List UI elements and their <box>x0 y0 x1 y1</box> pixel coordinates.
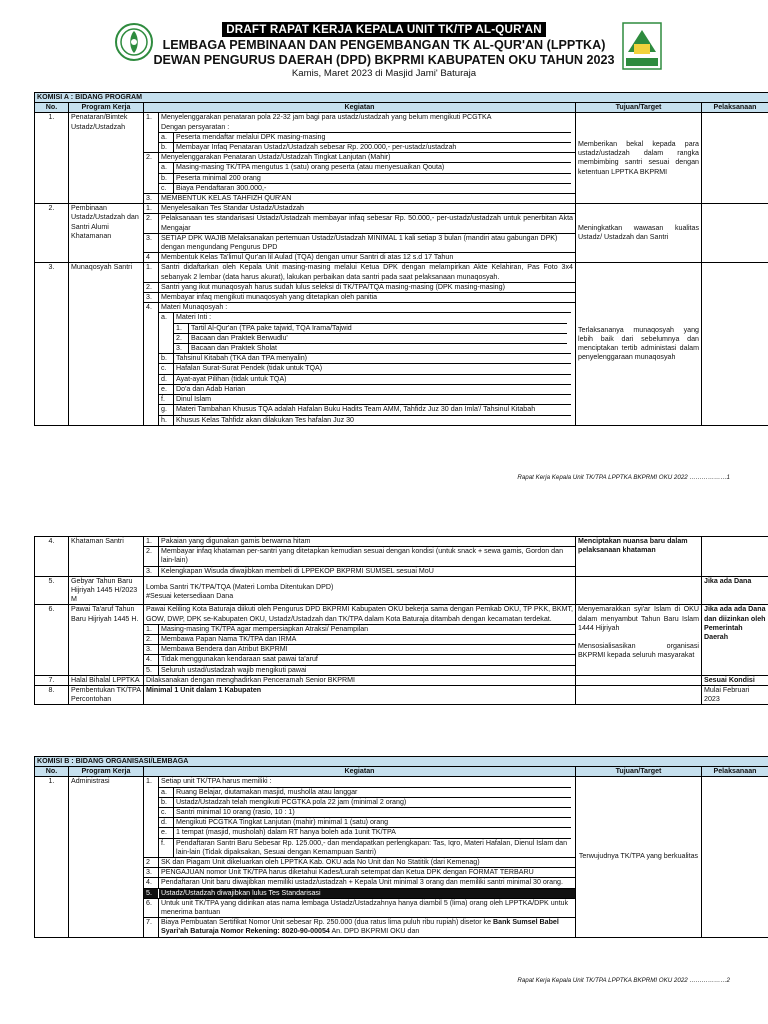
table-row: 2. Pembinaan Ustadz/Ustadzah dan Santri Alumi Khatamanan 1. Menyelesaikan Tes Standar Ustadz/Ustadzah 2. Pelaksanaan tes standarisasi Ustadz/Ustadzah membayar infaq sebesar Rp. 50.000,- per-ustadz/ustadzah untuk penerbitan Akta Mengajar 3. SETIAP DPK WAJIB Melaksanakan pertemuan Ustadz/Ustadzah MINIMAL 1 kali setiap 3 bulan (mandiri atau gabungan DPK) dengan mengundang Pengurus DPD 4 Membentuk Kelas Ta'limul Qur'an lil Aulad (TQA) dengan umur Santri di atas 12 s.d 17 Tahun Meningkatkan wawasan kualitas Ustadz/ Ustadzah dan Santri <box>35 204 768 263</box>
page-footer-1: Rapat Kerja Kepala Unit TK/TPA LPPTKA BKPRMI OKU 2022 ………………1 <box>517 474 730 481</box>
table-row: 1. Penataran/Bimtek Ustadz/Ustadzah 1. Menyelenggarakan penataran pola 22-32 jam bagi para ustadz/ustadzah yang belum mengikuti PCGTKA Dengan persyaratan : a. Peserta mendaftar melalui DPK masing-masing b. Membayar Infaq Penataran Ustadz/Ustadzah sebesar Rp. 200.000,- per-ustadz/ustadzah 2. Menyelenggarakan Penataran Ustadz/Ustadzah Tingkat Lanjutan (Mahir) a. Masing-masing TK/TPA mengutus 1 (satu) orang peserta (atau menyesuaikan Qouta) b. Peserta minimal 200 orang c. Biaya Pendaftaran 300.000,- 3. MEMBENTUK KELAS TAHFIZH QUR'AN Memberikan bekal kepada para ustadz/ustadzah dalam rangka membimbing santri sesuai dengan ketentuan LPPTKA BKPRMI <box>35 113 768 204</box>
table-row: 4. Khataman Santri 1. Pakaian yang digunakan gamis berwarna hitam 2. Membayar infaq khataman per-santri yang ditetapkan kemudian sesuai dengan kondisi (untuk snack + sewa gamis, Gordon dan lain-lain) 3. Kelengkapan Wisuda diwajibkan membeli di LPPEKOP BKPRMI SUMSEL sesuai MoU Menciptakan nuansa baru dalam pelaksanaan khataman <box>35 537 768 577</box>
table-row: 5. Gebyar Tahun Baru Hijriyah 1445 H/2023 M Lomba Santri TK/TPA/TQA (Materi Lomba Ditentukan DPD) #Sesuai ketersediaan Dana Jika ada Dana <box>35 576 768 605</box>
doc-subtitle-1: LEMBAGA PEMBINAAN DAN PENGEMBANGAN TK AL-QUR'AN (LPPTKA) <box>162 38 606 52</box>
col-pelaksanaan: Pelaksanaan <box>702 103 768 113</box>
col-tujuan: Tujuan/Target <box>576 103 702 113</box>
page-2 <box>0 500 768 1024</box>
col-program: Program Kerja <box>69 103 144 113</box>
table-row: 1. Administrasi 1. Setiap unit TK/TPA harus memiliki : a. Ruang Belajar, diutamakan masjid, musholla atau langgar b. Ustadz/Ustadzah telah mengikuti PCGTKA pola 22 jam (minimal 2 orang) c. Santri minimal 10 orang (rasio, 10 : 1) d. Mengikuti PCGTKA Tingkat Lanjutan (mahir) minimal 1 (satu) orang e. 1 tempat (masjid, musholah) dalam RT hanya boleh ada 1unit TK/TPA f. Pendaftaran Santri Baru Sebesar Rp. 125.000,- dan mendapatkan perlengkapan: Tas, Iqro, Materi Hafalan, Dienul Islam dan lain-lain (Tidak dipaksakan, Sesuai dengan Kemampuan Santri) 2 SK dan Piagam Unit dikeluarkan oleh LPPTKA Kab. OKU ada No Unit dan No Statitik (dari Kemenag) 3. PENGAJUAN nomor Unit TK/TPA harus diketahui Kades/Lurah setempat dan Ketua DPK dengan FORMAT TERBARU 4. Pendaftaran Unit baru diwajibkan memiliki ustadz/ustadzah + Kepala Unit minimal 3 orang dan memiliki santri minimal 30 orang. 5. Ustadz/Ustadzah diwajibkan lulus Tes Standarisasi 6. Untuk unit TK/TPA yang didirikan atas nama lembaga Ustadz/Ustadzahnya hanya diambil 5 (lima) orang oleh LPPTKA/DPK untuk menerima bantuan 7. Biaya Pembuatan Sertifikat Nomor Unit sebesar Rp. 250.000 (dua ratus lima puluh ribu rupiah) disetor ke Bank Sumsel Babel Syari'ah Baturaja Nomor Rekening: 8020-90-00054 An. DPD BKPRMI OKU dan Terwujudnya TK/TPA yang berkualitas <box>35 777 768 937</box>
komisi-a-table <box>34 92 768 426</box>
col-pelaksanaan: Pelaksanaan <box>702 767 768 777</box>
doc-title: DRAFT RAPAT KERJA KEPALA UNIT TK/TP AL-QUR'AN <box>222 22 546 37</box>
page-1 <box>0 0 768 500</box>
table-row: 3. Munaqosyah Santri 1. Santri didaftarkan oleh Kepala Unit masing-masing melalui Ketua DPK dengan melampirkan Akte Kelahiran, Pas Foto 3x4 sebanyak 2 lembar (data harus akurat), lakukan perbaikan data santri pada saat pelaksanaan munaqosyah. 2. Santri yang ikut munaqosyah harus sudah lulus seleksi di TK/TPA/TQA masing-masing (DPK masing-masing) 3. Membayar infaq mengikuti munaqosyah yang ditetapkan oleh panitia 4. Materi Munaqosyah : a. Materi Inti : 1. Tartil Al-Qur'an (TPA pake tajwid, TQA Irama/Tajwid 2. Bacaan dan Praktek Berwudlu' 3. Bacaan dan Praktek Sholat b. Tahsinul Kitabah (TKA dan TPA menyalin) c. Hafalan Surat-Surat Pendek (tidak untuk TQA) d. Ayat-ayat Pilihan (tidak untuk TQA) e. Do'a dan Adab Harian f. Dinul Islam g. Materi Tambahan Khusus TQA adalah Hafalan Buku Hadits Team AMM, Tahfidz Juz 30 dan Imla'/ Tahsinul Kitabah h. Khusus Kelas Tahfidz akan dilakukan Tes hafalan Juz 30 Terlaksananya munaqosyah yang lebih baik dari sebelumnya dan menciptakan tertib administasi dalam penyelenggaraan munaqosyah <box>35 263 768 425</box>
komisi-b-table <box>34 756 768 938</box>
table-row: 6. Pawai Ta'aruf Tahun Baru Hijriyah 1445 H. Pawai Keliling Kota Baturaja diikuti oleh Pengurus DPD BKPRMI Kabupaten OKU bekerja sama dengan Pemkab OKU, TP PKK, BKMT, GOW, DWP, DPK se-Kabupaten OKU, Ustadz/Ustadzah dan TK/TPA dalam Kota Baturaja ditambah dengan kecamatan terdekat. 1. Masing-masing TK/TPA agar mempersiapkan Atraksi/ Penampilan 2. Membawa Papan Nama TK/TPA dan IRMA 3. Membawa Bendera dan Atribut BKPRMI 4. Tidak menggunakan kendaraan saat pawai ta'aruf 5. Seluruh ustad/ustadzah wajib mengikuti pawai Menyemarakkan syi'ar Islam di OKU dalam menyambut Tahun Baru Islam 1444 Hijriyah Mensosialisasikan organisasi BKPRMI kepada seluruh masyarakat Jika ada ada Dana dan diizinkan oleh Pemerintah Daerah <box>35 605 768 675</box>
col-no: No. <box>35 103 69 113</box>
col-no: No. <box>35 767 69 777</box>
table-row: 8. Pembentukan TK/TPA Percontohan Minimal 1 Unit dalam 1 Kabupaten Mulai Februari 2023 <box>35 686 768 705</box>
komisi-b-title: KOMISI B : BIDANG ORGANISASI/LEMBAGA <box>35 757 768 767</box>
doc-subtitle-2: DEWAN PENGURUS DAERAH (DPD) BKPRMI KABUPATEN OKU TAHUN 2023 <box>153 53 615 67</box>
doc-date-place: Kamis, Maret 2023 di Masjid Jami' Baturaja <box>291 68 477 79</box>
komisi-a-title: KOMISI A : BIDANG PROGRAM <box>35 93 768 103</box>
col-kegiatan: Kegiatan <box>144 767 576 777</box>
col-kegiatan: Kegiatan <box>144 103 576 113</box>
col-program: Program Kerja <box>69 767 144 777</box>
document-header <box>0 20 768 80</box>
table-row: 7. Halal Bihalal LPPTKA Dilaksanakan dengan menghadirkan Penceramah Senior BKPRMI Sesuai Kondisi <box>35 675 768 685</box>
komisi-a-continued-table <box>34 536 768 705</box>
page-footer-2: Rapat Kerja Kepala Unit TK/TPA LPPTKA BKPRMI OKU 2022 ………………2 <box>517 977 730 984</box>
col-tujuan: Tujuan/Target <box>576 767 702 777</box>
